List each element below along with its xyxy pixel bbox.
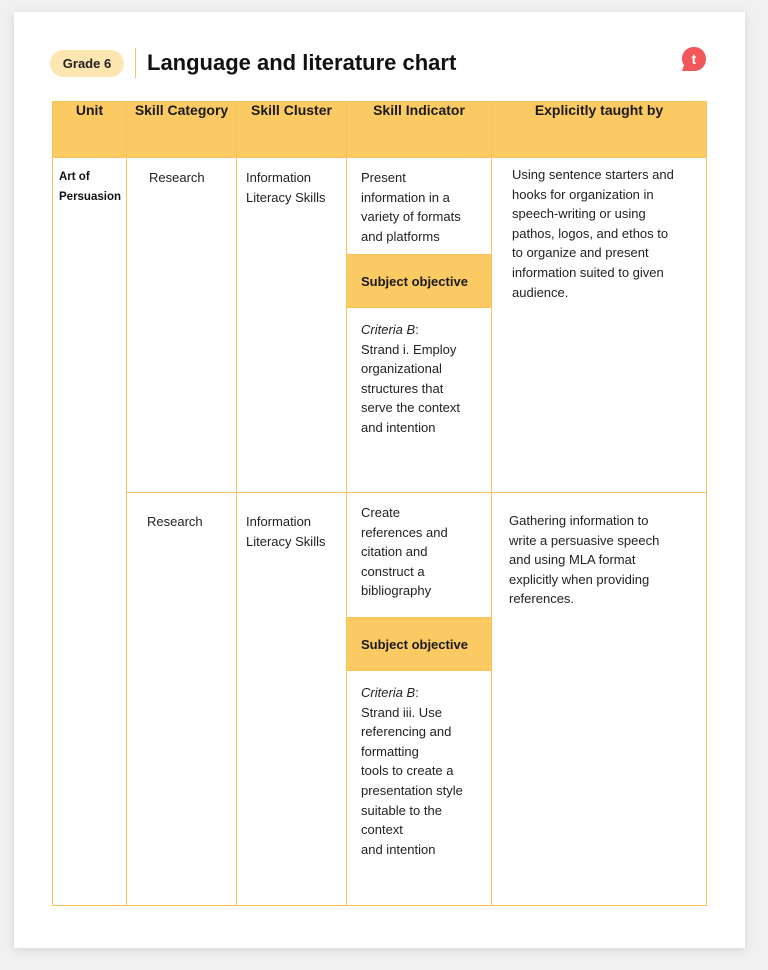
skill-category-cell (127, 493, 237, 906)
unit-cell (53, 158, 127, 906)
unit-name: Art of Persuasion (59, 171, 121, 203)
column-header-skill-indicator: Skill Indicator (347, 102, 492, 158)
criteria-label: Criteria B (361, 685, 416, 700)
column-header-explicitly-taught-by: Explicitly taught by (492, 102, 707, 158)
explicitly-taught-by-cell (492, 158, 707, 493)
title-divider (135, 48, 136, 78)
brand-logo-icon (681, 46, 707, 72)
skill-cluster: Information Literacy Skills (246, 514, 326, 549)
subject-objective-label: Subject objective (347, 617, 491, 671)
skill-indicator: Create references and citation and construct a bibliography (361, 505, 448, 599)
document-page (14, 12, 745, 948)
column-header-skill-cluster: Skill Cluster (237, 102, 347, 158)
skill-cluster-cell (237, 158, 347, 493)
explicitly-taught-by: Using sentence starters and hooks for organization in speech-writing or using pathos, logos, and ethos to to organize and present information suited to given audience. (512, 167, 674, 300)
table-row (53, 493, 707, 906)
skills-chart-table (52, 101, 707, 906)
skill-cluster-cell (237, 493, 347, 906)
svg-text:t: t (691, 51, 697, 67)
table-header-row (53, 102, 707, 158)
table-row (53, 158, 707, 493)
criteria-text: Strand i. Employ organizational structures that serve the context and intention (361, 341, 460, 435)
skill-cluster: Information Literacy Skills (246, 170, 326, 205)
column-header-skill-category: Skill Category (127, 102, 237, 158)
grade-badge: Grade 6 (50, 50, 124, 77)
skill-indicator-cell (347, 493, 492, 906)
skill-category: Research (149, 170, 205, 185)
skill-indicator: Present information in a variety of formats and platforms (361, 170, 461, 244)
criteria-text: Strand iii. Use referencing and formatting tools to create a presentation style suitable to the context and intention (361, 704, 463, 857)
explicitly-taught-by: Gathering information to write a persuasive speech and using MLA format explicitly when providing references. (509, 513, 660, 607)
skill-category: Research (147, 514, 203, 529)
subject-objective-label: Subject objective (347, 254, 491, 308)
skill-category-cell (127, 158, 237, 493)
column-header-unit: Unit (53, 102, 127, 158)
criteria-label: Criteria B (361, 322, 416, 337)
subject-objective-criteria: Criteria B: Strand i. Employ organizational structures that serve the context and intention (361, 322, 460, 435)
skill-indicator-cell (347, 158, 492, 493)
subject-objective-criteria: Criteria B: Strand iii. Use referencing and formatting tools to create a presentation style suitable to the context and intention (361, 685, 463, 857)
explicitly-taught-by-cell (492, 493, 707, 906)
page-title: Language and literature chart (147, 50, 457, 75)
